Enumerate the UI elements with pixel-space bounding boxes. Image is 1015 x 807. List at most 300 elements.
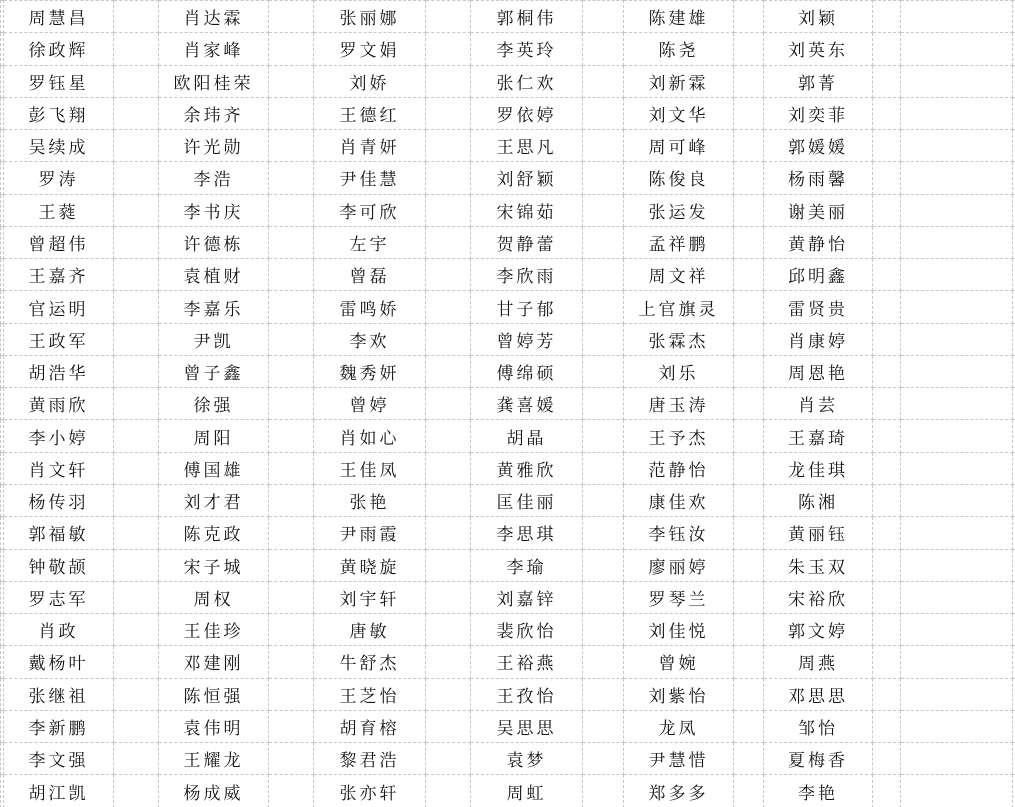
name-cell[interactable]: 陈湘 [764, 484, 873, 516]
gap-cell[interactable] [583, 775, 624, 807]
name-cell[interactable]: 雷贤贵 [764, 291, 873, 323]
gap-cell[interactable] [269, 355, 314, 387]
gap-cell[interactable] [114, 484, 159, 516]
gap-cell[interactable] [583, 614, 624, 646]
name-cell[interactable]: 徐强 [159, 388, 269, 420]
name-cell[interactable]: 吴思思 [471, 710, 583, 742]
name-cell[interactable]: 陈俊良 [624, 162, 734, 194]
name-cell[interactable]: 郭文婷 [764, 614, 873, 646]
name-cell[interactable]: 刘颖 [764, 1, 873, 33]
gap-cell[interactable] [583, 710, 624, 742]
name-cell[interactable]: 周文祥 [624, 259, 734, 291]
name-cell[interactable]: 郭媛媛 [764, 130, 873, 162]
name-cell[interactable]: 黎君浩 [314, 743, 426, 775]
gap-cell[interactable] [114, 259, 159, 291]
name-cell[interactable]: 龙凤 [624, 710, 734, 742]
gap-cell[interactable] [114, 1, 159, 33]
gap-cell[interactable] [583, 420, 624, 452]
gap-cell[interactable] [426, 646, 471, 678]
gap-cell[interactable] [426, 549, 471, 581]
name-cell[interactable]: 李书庆 [159, 194, 269, 226]
gap-cell[interactable] [873, 388, 901, 420]
gap-cell[interactable] [873, 581, 901, 613]
gap-cell[interactable] [269, 291, 314, 323]
name-cell[interactable]: 王孜怡 [471, 678, 583, 710]
name-cell[interactable]: 李瑜 [471, 549, 583, 581]
name-cell[interactable]: 王嘉齐 [4, 259, 114, 291]
name-cell[interactable]: 李文强 [4, 743, 114, 775]
empty-cell[interactable] [901, 678, 1013, 710]
empty-cell[interactable] [901, 355, 1013, 387]
gap-cell[interactable] [426, 678, 471, 710]
gap-cell[interactable] [873, 1, 901, 33]
name-cell[interactable]: 刘紫怡 [624, 678, 734, 710]
name-cell[interactable]: 周权 [159, 581, 269, 613]
gap-cell[interactable] [426, 452, 471, 484]
name-cell[interactable]: 刘新霖 [624, 65, 734, 97]
gap-cell[interactable] [269, 452, 314, 484]
gap-cell[interactable] [269, 581, 314, 613]
name-cell[interactable]: 龚喜媛 [471, 388, 583, 420]
name-cell[interactable]: 龙佳琪 [764, 452, 873, 484]
gap-cell[interactable] [114, 162, 159, 194]
name-cell[interactable]: 杨传羽 [4, 484, 114, 516]
gap-cell[interactable] [734, 388, 764, 420]
empty-cell[interactable] [901, 484, 1013, 516]
gap-cell[interactable] [426, 388, 471, 420]
gap-cell[interactable] [873, 678, 901, 710]
gap-cell[interactable] [114, 130, 159, 162]
gap-cell[interactable] [583, 743, 624, 775]
name-cell[interactable]: 雷鸣娇 [314, 291, 426, 323]
name-cell[interactable]: 宋子城 [159, 549, 269, 581]
gap-cell[interactable] [734, 549, 764, 581]
gap-cell[interactable] [734, 355, 764, 387]
gap-cell[interactable] [734, 97, 764, 129]
empty-cell[interactable] [901, 452, 1013, 484]
gap-cell[interactable] [269, 1, 314, 33]
name-cell[interactable]: 唐敏 [314, 614, 426, 646]
name-cell[interactable]: 肖青妍 [314, 130, 426, 162]
name-cell[interactable]: 肖政 [4, 614, 114, 646]
name-cell[interactable]: 匡佳丽 [471, 484, 583, 516]
gap-cell[interactable] [583, 130, 624, 162]
name-cell[interactable]: 黄雅欣 [471, 452, 583, 484]
name-cell[interactable]: 周恩艳 [764, 355, 873, 387]
name-cell[interactable]: 宋裕欣 [764, 581, 873, 613]
name-cell[interactable]: 李小婷 [4, 420, 114, 452]
gap-cell[interactable] [426, 259, 471, 291]
gap-cell[interactable] [269, 323, 314, 355]
name-cell[interactable]: 许德栋 [159, 226, 269, 258]
name-cell[interactable]: 许光勋 [159, 130, 269, 162]
empty-cell[interactable] [901, 549, 1013, 581]
empty-cell[interactable] [901, 33, 1013, 65]
name-cell[interactable]: 吴续成 [4, 130, 114, 162]
name-cell[interactable]: 孟祥鹏 [624, 226, 734, 258]
gap-cell[interactable] [873, 775, 901, 807]
name-cell[interactable]: 康佳欢 [624, 484, 734, 516]
name-cell[interactable]: 李欣雨 [471, 259, 583, 291]
gap-cell[interactable] [426, 581, 471, 613]
name-cell[interactable]: 罗文娟 [314, 33, 426, 65]
name-cell[interactable]: 胡浩华 [4, 355, 114, 387]
name-cell[interactable]: 张继祖 [4, 678, 114, 710]
gap-cell[interactable] [873, 743, 901, 775]
name-cell[interactable]: 胡晶 [471, 420, 583, 452]
empty-cell[interactable] [901, 1, 1013, 33]
name-cell[interactable]: 曾婉 [624, 646, 734, 678]
name-cell[interactable]: 陈恒强 [159, 678, 269, 710]
gap-cell[interactable] [426, 65, 471, 97]
name-cell[interactable]: 罗志军 [4, 581, 114, 613]
gap-cell[interactable] [269, 743, 314, 775]
name-cell[interactable]: 罗琴兰 [624, 581, 734, 613]
name-cell[interactable]: 曾婷 [314, 388, 426, 420]
name-cell[interactable]: 王耀龙 [159, 743, 269, 775]
gap-cell[interactable] [114, 420, 159, 452]
name-cell[interactable]: 肖如心 [314, 420, 426, 452]
gap-cell[interactable] [426, 291, 471, 323]
gap-cell[interactable] [873, 710, 901, 742]
name-cell[interactable]: 张亦轩 [314, 775, 426, 807]
gap-cell[interactable] [873, 355, 901, 387]
gap-cell[interactable] [269, 388, 314, 420]
name-cell[interactable]: 邓建刚 [159, 646, 269, 678]
name-cell[interactable]: 李思琪 [471, 517, 583, 549]
gap-cell[interactable] [426, 517, 471, 549]
name-cell[interactable]: 李钰汝 [624, 517, 734, 549]
gap-cell[interactable] [734, 194, 764, 226]
gap-cell[interactable] [114, 388, 159, 420]
name-cell[interactable]: 张运发 [624, 194, 734, 226]
name-cell[interactable]: 肖达霖 [159, 1, 269, 33]
name-cell[interactable]: 徐政辉 [4, 33, 114, 65]
name-cell[interactable]: 刘奕菲 [764, 97, 873, 129]
empty-cell[interactable] [901, 162, 1013, 194]
name-cell[interactable]: 王嘉琦 [764, 420, 873, 452]
gap-cell[interactable] [734, 1, 764, 33]
gap-cell[interactable] [873, 130, 901, 162]
name-cell[interactable]: 周慧昌 [4, 1, 114, 33]
name-cell[interactable]: 李艳 [764, 775, 873, 807]
gap-cell[interactable] [873, 291, 901, 323]
name-cell[interactable]: 罗依婷 [471, 97, 583, 129]
gap-cell[interactable] [583, 388, 624, 420]
name-cell[interactable]: 王佳珍 [159, 614, 269, 646]
gap-cell[interactable] [114, 452, 159, 484]
gap-cell[interactable] [583, 1, 624, 33]
name-cell[interactable]: 曾子鑫 [159, 355, 269, 387]
name-cell[interactable]: 周阳 [159, 420, 269, 452]
gap-cell[interactable] [114, 775, 159, 807]
empty-cell[interactable] [901, 65, 1013, 97]
gap-cell[interactable] [873, 194, 901, 226]
gap-cell[interactable] [426, 194, 471, 226]
gap-cell[interactable] [583, 452, 624, 484]
gap-cell[interactable] [734, 517, 764, 549]
name-cell[interactable]: 官运明 [4, 291, 114, 323]
name-cell[interactable]: 唐玉涛 [624, 388, 734, 420]
name-cell[interactable]: 尹凯 [159, 323, 269, 355]
gap-cell[interactable] [734, 581, 764, 613]
name-cell[interactable]: 刘舒颖 [471, 162, 583, 194]
name-cell[interactable]: 尹慧惜 [624, 743, 734, 775]
gap-cell[interactable] [583, 646, 624, 678]
gap-cell[interactable] [426, 614, 471, 646]
name-cell[interactable]: 刘嘉锌 [471, 581, 583, 613]
gap-cell[interactable] [114, 743, 159, 775]
gap-cell[interactable] [269, 97, 314, 129]
name-cell[interactable]: 余玮齐 [159, 97, 269, 129]
name-cell[interactable]: 郭福敏 [4, 517, 114, 549]
gap-cell[interactable] [426, 162, 471, 194]
gap-cell[interactable] [114, 97, 159, 129]
gap-cell[interactable] [873, 33, 901, 65]
name-cell[interactable]: 刘娇 [314, 65, 426, 97]
name-cell[interactable]: 郑多多 [624, 775, 734, 807]
gap-cell[interactable] [873, 484, 901, 516]
name-cell[interactable]: 曾磊 [314, 259, 426, 291]
name-cell[interactable]: 王德红 [314, 97, 426, 129]
name-cell[interactable]: 肖康婷 [764, 323, 873, 355]
name-cell[interactable]: 张丽娜 [314, 1, 426, 33]
name-cell[interactable]: 范静怡 [624, 452, 734, 484]
gap-cell[interactable] [583, 291, 624, 323]
name-cell[interactable]: 周可峰 [624, 130, 734, 162]
name-cell[interactable]: 谢美丽 [764, 194, 873, 226]
gap-cell[interactable] [734, 130, 764, 162]
gap-cell[interactable] [114, 323, 159, 355]
gap-cell[interactable] [583, 226, 624, 258]
name-cell[interactable]: 李欢 [314, 323, 426, 355]
name-cell[interactable]: 钟敬颉 [4, 549, 114, 581]
name-cell[interactable]: 朱玉双 [764, 549, 873, 581]
gap-cell[interactable] [269, 259, 314, 291]
gap-cell[interactable] [734, 775, 764, 807]
gap-cell[interactable] [583, 259, 624, 291]
name-cell[interactable]: 贺静蕾 [471, 226, 583, 258]
gap-cell[interactable] [734, 259, 764, 291]
gap-cell[interactable] [734, 162, 764, 194]
gap-cell[interactable] [269, 194, 314, 226]
name-cell[interactable]: 张艳 [314, 484, 426, 516]
empty-cell[interactable] [901, 710, 1013, 742]
gap-cell[interactable] [426, 743, 471, 775]
gap-cell[interactable] [734, 226, 764, 258]
gap-cell[interactable] [734, 646, 764, 678]
gap-cell[interactable] [734, 323, 764, 355]
gap-cell[interactable] [114, 581, 159, 613]
empty-cell[interactable] [901, 646, 1013, 678]
gap-cell[interactable] [583, 517, 624, 549]
name-cell[interactable]: 夏梅香 [764, 743, 873, 775]
gap-cell[interactable] [734, 743, 764, 775]
gap-cell[interactable] [269, 549, 314, 581]
gap-cell[interactable] [734, 452, 764, 484]
name-cell[interactable]: 邓思思 [764, 678, 873, 710]
gap-cell[interactable] [873, 646, 901, 678]
name-cell[interactable]: 王蕤 [4, 194, 114, 226]
gap-cell[interactable] [583, 97, 624, 129]
gap-cell[interactable] [114, 194, 159, 226]
name-cell[interactable]: 邱明鑫 [764, 259, 873, 291]
name-cell[interactable]: 刘宇轩 [314, 581, 426, 613]
gap-cell[interactable] [873, 226, 901, 258]
gap-cell[interactable] [583, 678, 624, 710]
name-cell[interactable]: 彭飞翔 [4, 97, 114, 129]
name-cell[interactable]: 李可欣 [314, 194, 426, 226]
gap-cell[interactable] [426, 1, 471, 33]
name-cell[interactable]: 陈尧 [624, 33, 734, 65]
gap-cell[interactable] [269, 162, 314, 194]
gap-cell[interactable] [583, 194, 624, 226]
name-cell[interactable]: 戴杨叶 [4, 646, 114, 678]
gap-cell[interactable] [269, 646, 314, 678]
gap-cell[interactable] [269, 517, 314, 549]
empty-cell[interactable] [901, 743, 1013, 775]
gap-cell[interactable] [114, 614, 159, 646]
empty-cell[interactable] [901, 194, 1013, 226]
gap-cell[interactable] [583, 65, 624, 97]
gap-cell[interactable] [734, 614, 764, 646]
name-cell[interactable]: 周燕 [764, 646, 873, 678]
empty-cell[interactable] [901, 388, 1013, 420]
gap-cell[interactable] [269, 484, 314, 516]
name-cell[interactable]: 黄静怡 [764, 226, 873, 258]
name-cell[interactable]: 肖芸 [764, 388, 873, 420]
gap-cell[interactable] [873, 162, 901, 194]
name-cell[interactable]: 刘文华 [624, 97, 734, 129]
empty-cell[interactable] [901, 291, 1013, 323]
gap-cell[interactable] [426, 130, 471, 162]
gap-cell[interactable] [583, 33, 624, 65]
empty-cell[interactable] [901, 97, 1013, 129]
name-cell[interactable]: 魏秀妍 [314, 355, 426, 387]
name-cell[interactable]: 王政军 [4, 323, 114, 355]
name-cell[interactable]: 甘子郁 [471, 291, 583, 323]
name-cell[interactable]: 王思凡 [471, 130, 583, 162]
name-cell[interactable]: 王裕燕 [471, 646, 583, 678]
gap-cell[interactable] [114, 65, 159, 97]
gap-cell[interactable] [426, 226, 471, 258]
gap-cell[interactable] [269, 614, 314, 646]
name-cell[interactable]: 黄丽钰 [764, 517, 873, 549]
gap-cell[interactable] [426, 420, 471, 452]
gap-cell[interactable] [873, 517, 901, 549]
empty-cell[interactable] [901, 323, 1013, 355]
name-cell[interactable]: 牛舒杰 [314, 646, 426, 678]
name-cell[interactable]: 裴欣怡 [471, 614, 583, 646]
gap-cell[interactable] [873, 259, 901, 291]
gap-cell[interactable] [583, 484, 624, 516]
gap-cell[interactable] [114, 678, 159, 710]
name-cell[interactable]: 李嘉乐 [159, 291, 269, 323]
name-cell[interactable]: 肖文轩 [4, 452, 114, 484]
name-cell[interactable]: 袁梦 [471, 743, 583, 775]
gap-cell[interactable] [114, 646, 159, 678]
gap-cell[interactable] [114, 291, 159, 323]
gap-cell[interactable] [734, 33, 764, 65]
gap-cell[interactable] [269, 420, 314, 452]
gap-cell[interactable] [426, 97, 471, 129]
gap-cell[interactable] [114, 517, 159, 549]
empty-cell[interactable] [901, 775, 1013, 807]
empty-cell[interactable] [901, 259, 1013, 291]
gap-cell[interactable] [734, 291, 764, 323]
name-cell[interactable]: 王予杰 [624, 420, 734, 452]
gap-cell[interactable] [114, 355, 159, 387]
gap-cell[interactable] [873, 614, 901, 646]
gap-cell[interactable] [734, 65, 764, 97]
gap-cell[interactable] [583, 323, 624, 355]
gap-cell[interactable] [269, 33, 314, 65]
name-cell[interactable]: 刘英东 [764, 33, 873, 65]
name-cell[interactable]: 袁植财 [159, 259, 269, 291]
name-cell[interactable]: 郭桐伟 [471, 1, 583, 33]
name-cell[interactable]: 左宇 [314, 226, 426, 258]
gap-cell[interactable] [873, 323, 901, 355]
name-cell[interactable]: 李浩 [159, 162, 269, 194]
name-cell[interactable]: 袁伟明 [159, 710, 269, 742]
gap-cell[interactable] [114, 226, 159, 258]
name-cell[interactable]: 陈建雄 [624, 1, 734, 33]
gap-cell[interactable] [426, 323, 471, 355]
name-cell[interactable]: 杨成威 [159, 775, 269, 807]
gap-cell[interactable] [426, 484, 471, 516]
name-cell[interactable]: 欧阳桂荣 [159, 65, 269, 97]
gap-cell[interactable] [873, 420, 901, 452]
gap-cell[interactable] [734, 484, 764, 516]
name-cell[interactable]: 傅国雄 [159, 452, 269, 484]
name-cell[interactable]: 肖家峰 [159, 33, 269, 65]
name-cell[interactable]: 罗钰星 [4, 65, 114, 97]
name-cell[interactable]: 廖丽婷 [624, 549, 734, 581]
name-cell[interactable]: 尹雨霞 [314, 517, 426, 549]
gap-cell[interactable] [873, 452, 901, 484]
name-cell[interactable]: 郭菁 [764, 65, 873, 97]
gap-cell[interactable] [114, 33, 159, 65]
gap-cell[interactable] [269, 775, 314, 807]
name-cell[interactable]: 张霖杰 [624, 323, 734, 355]
name-cell[interactable]: 上官旗灵 [624, 291, 734, 323]
gap-cell[interactable] [734, 710, 764, 742]
empty-cell[interactable] [901, 581, 1013, 613]
gap-cell[interactable] [734, 678, 764, 710]
gap-cell[interactable] [269, 678, 314, 710]
empty-cell[interactable] [901, 614, 1013, 646]
name-cell[interactable]: 曾婷芳 [471, 323, 583, 355]
name-cell[interactable]: 王佳凤 [314, 452, 426, 484]
gap-cell[interactable] [583, 549, 624, 581]
name-cell[interactable]: 傅绵硕 [471, 355, 583, 387]
gap-cell[interactable] [269, 65, 314, 97]
name-cell[interactable]: 罗涛 [4, 162, 114, 194]
gap-cell[interactable] [583, 581, 624, 613]
gap-cell[interactable] [583, 355, 624, 387]
name-cell[interactable]: 黄雨欣 [4, 388, 114, 420]
empty-cell[interactable] [901, 130, 1013, 162]
gap-cell[interactable] [114, 549, 159, 581]
gap-cell[interactable] [873, 549, 901, 581]
name-cell[interactable]: 杨雨馨 [764, 162, 873, 194]
gap-cell[interactable] [426, 710, 471, 742]
gap-cell[interactable] [426, 33, 471, 65]
name-cell[interactable]: 李新鹏 [4, 710, 114, 742]
name-cell[interactable]: 宋锦茹 [471, 194, 583, 226]
empty-cell[interactable] [901, 517, 1013, 549]
gap-cell[interactable] [583, 162, 624, 194]
